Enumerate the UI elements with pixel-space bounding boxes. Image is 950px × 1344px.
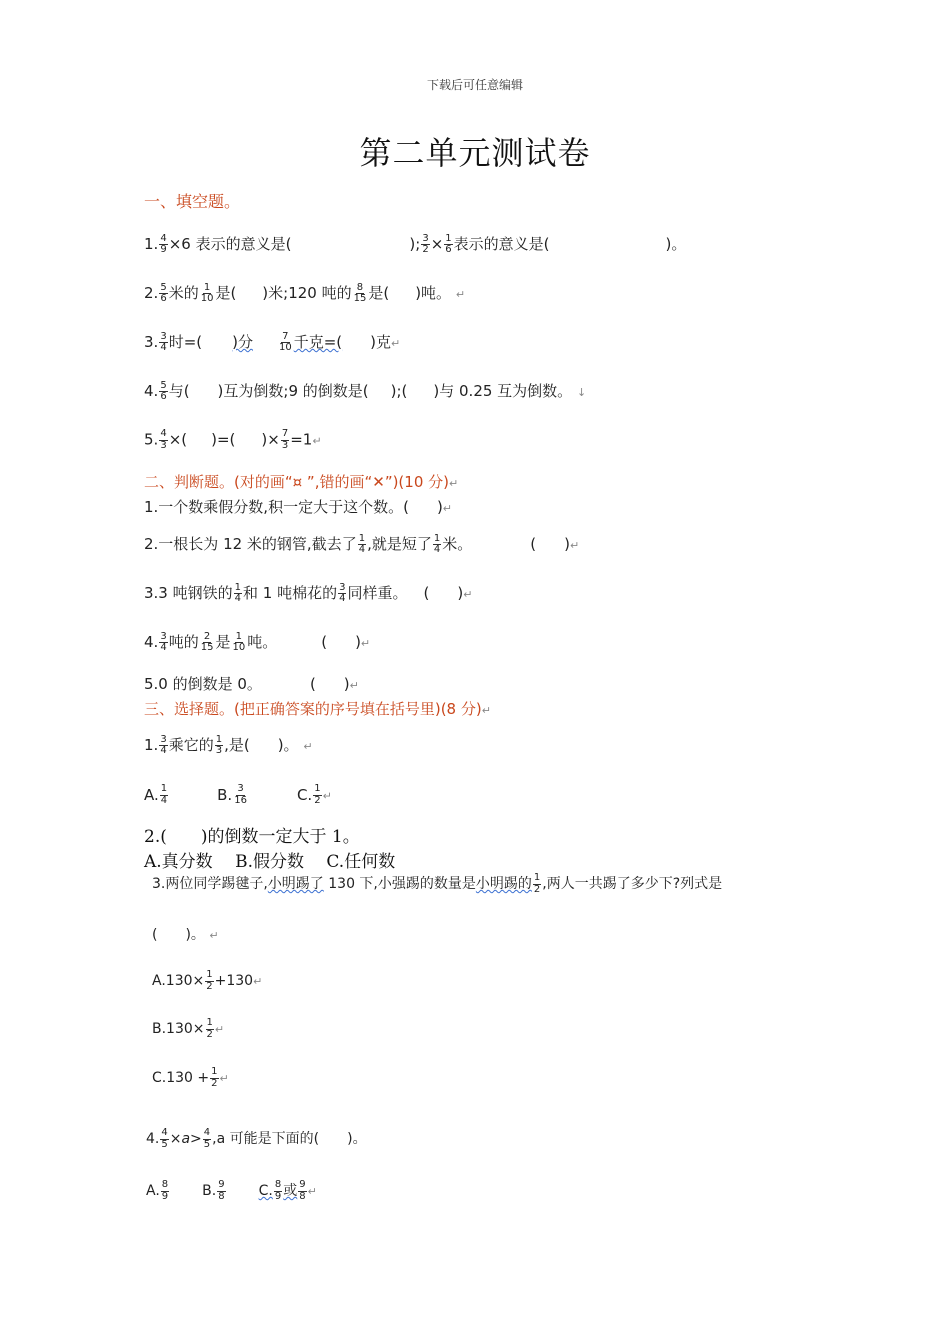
- denominator: 3: [281, 439, 289, 451]
- q-text: 小明踢的: [475, 876, 532, 892]
- numerator: 1: [433, 532, 441, 544]
- fraction: [313, 784, 321, 806]
- fraction: [433, 534, 441, 556]
- fraction: [159, 381, 167, 403]
- denominator: 4: [433, 544, 441, 555]
- fraction: [231, 632, 246, 654]
- numerator: 3: [422, 232, 429, 244]
- numerator: 5: [160, 281, 167, 293]
- numerator: 8: [274, 1179, 282, 1190]
- numerator: 1: [235, 630, 242, 642]
- denominator: 10: [232, 642, 246, 653]
- fraction: [159, 632, 167, 654]
- option-c[interactable]: [258, 1179, 308, 1202]
- fraction: [234, 583, 242, 605]
- paragraph-mark-icon: ↵: [463, 588, 473, 601]
- numerator: 1: [358, 532, 366, 544]
- fraction: [206, 1018, 214, 1040]
- denominator: 8: [299, 1190, 306, 1202]
- numerator: 8: [161, 1179, 169, 1190]
- question-3-3-option-c[interactable]: [152, 1067, 229, 1089]
- numerator: 9: [299, 1179, 306, 1190]
- option-text: C.130 +: [152, 1070, 210, 1086]
- fraction: [298, 1180, 306, 1202]
- denominator: 6: [160, 391, 167, 402]
- q-num: 1.: [144, 736, 159, 754]
- question-2-5: [144, 673, 359, 694]
- option-label: A.: [144, 785, 159, 804]
- numerator: 3: [237, 783, 244, 794]
- q-text: 3.3 吨钢铁的: [144, 584, 233, 602]
- question-2-4: [144, 631, 370, 654]
- q-text: )×: [261, 430, 280, 449]
- heading-text: 三、选择题。(把正确答案的序号填在括号里)(8 分): [144, 700, 482, 718]
- denominator: 9: [160, 244, 167, 255]
- fraction: [160, 784, 168, 806]
- fraction: [159, 429, 167, 451]
- q-text: )克: [370, 333, 391, 351]
- q-text: );: [409, 235, 421, 253]
- paragraph-mark-icon: ↵: [214, 1023, 225, 1036]
- q-text: ): [564, 535, 570, 553]
- option-a[interactable]: [144, 783, 169, 806]
- numerator: 1: [211, 1066, 218, 1077]
- option-label: C.: [296, 785, 313, 804]
- fraction: [205, 970, 213, 992]
- section-heading-multiple-choice: [144, 698, 491, 719]
- question-3-4: [146, 1128, 367, 1150]
- numerator: 1: [533, 872, 541, 883]
- fraction: [233, 784, 248, 806]
- denominator: 5: [161, 1138, 168, 1150]
- fraction: [200, 632, 215, 654]
- option-a[interactable]: [146, 1179, 170, 1202]
- denominator: 4: [160, 342, 167, 353]
- section-heading-true-false: [144, 471, 458, 492]
- q-text: (: [321, 633, 328, 651]
- denominator: 8: [218, 1190, 225, 1202]
- paragraph-mark-icon: ↵: [253, 975, 263, 988]
- numerator: 3: [160, 733, 167, 745]
- fraction: [159, 283, 167, 305]
- option-text: A.130×: [152, 973, 205, 989]
- q-text: ,就是短了: [367, 535, 432, 553]
- q-text: 小明踢了: [267, 876, 324, 892]
- fraction: [159, 234, 167, 256]
- question-3-3-option-a[interactable]: [152, 970, 262, 992]
- numerator: 9: [218, 1179, 225, 1190]
- fraction: [161, 1180, 169, 1202]
- paragraph-mark-icon: ↵: [455, 288, 466, 301]
- denominator: 15: [353, 293, 367, 304]
- fraction: [338, 583, 346, 605]
- fraction: [160, 1128, 168, 1150]
- page-title: 第二单元测试卷: [359, 134, 591, 172]
- q-text: 2.一根长为 12 米的钢管,截去了: [144, 535, 357, 553]
- q-text: )=(: [211, 430, 236, 449]
- question-3-3: [152, 873, 722, 895]
- q-text: 表示的意义是(: [453, 235, 550, 253]
- fraction: [421, 234, 429, 256]
- q-text: )分: [232, 333, 253, 351]
- denominator: 2: [533, 883, 541, 895]
- q-text: ×a>: [169, 1131, 202, 1147]
- question-1-4: [144, 380, 586, 403]
- denominator: 3: [160, 439, 167, 451]
- denominator: 6: [160, 293, 167, 304]
- q-text: 乘它的: [168, 736, 214, 754]
- numerator: 7: [282, 330, 289, 342]
- q-text: 是(: [215, 284, 237, 302]
- q-text: ): [457, 584, 464, 602]
- q-num: 4.: [144, 382, 159, 400]
- denominator: 16: [234, 794, 247, 806]
- q-text: 吨。: [247, 633, 278, 651]
- question-1-1: [144, 233, 686, 256]
- heading-text: 二、判断题。(对的画“¤ ”,错的画“✕”)(10 分): [144, 473, 449, 491]
- q-text: )米;120 吨的: [262, 284, 352, 302]
- denominator: 2: [206, 1028, 213, 1040]
- q-text: )互为倒数;9 的倒数是(: [217, 382, 369, 400]
- q-text: 3.两位同学踢毽子,: [152, 876, 268, 892]
- denominator: 4: [358, 544, 366, 555]
- numerator: 4: [160, 232, 167, 244]
- option-b[interactable]: [217, 783, 249, 806]
- option-text: +130: [214, 973, 254, 989]
- q-text: 是(: [368, 284, 390, 302]
- q-text: 是: [215, 633, 231, 651]
- fraction: [210, 1067, 218, 1089]
- q-text: )吨。: [415, 284, 452, 302]
- paragraph-mark-icon: ↵: [307, 1185, 317, 1198]
- q-num: 3.: [144, 333, 159, 351]
- denominator: 10: [200, 293, 214, 304]
- fraction: [278, 332, 293, 354]
- q-text: 时=(: [168, 333, 203, 351]
- numerator: 1: [203, 281, 211, 293]
- q-text: ): [343, 675, 350, 693]
- numerator: 7: [281, 428, 289, 439]
- option-label: B.: [217, 785, 233, 804]
- answer-blank[interactable]: ( )。: [152, 927, 205, 943]
- question-2-1: [144, 496, 452, 517]
- denominator: 3: [215, 745, 223, 756]
- denominator: 4: [160, 745, 167, 756]
- numerator: 5: [160, 379, 167, 391]
- denominator: 15: [200, 642, 214, 653]
- paragraph-mark-icon: ↵: [481, 704, 491, 717]
- paragraph-mark-icon: ↵: [219, 1072, 229, 1085]
- q-text: );(: [390, 382, 408, 400]
- fraction: [353, 283, 368, 305]
- denominator: 4: [339, 593, 346, 604]
- q-text: ,a 可能是下面的(: [212, 1131, 320, 1147]
- question-3-4-options: [146, 1180, 317, 1202]
- question-3-2-options[interactable]: A.真分数 B.假分数 C.任何数: [144, 852, 396, 872]
- q-num: 2.: [144, 284, 159, 302]
- denominator: 2: [314, 794, 321, 806]
- numerator: 1: [215, 733, 223, 745]
- q-text: 千克=(: [293, 333, 343, 351]
- question-1-2: [144, 282, 465, 305]
- paragraph-mark-icon: ↓: [576, 386, 587, 399]
- numerator: 1: [206, 1017, 213, 1028]
- numerator: 1: [445, 232, 452, 244]
- denominator: 6: [445, 244, 452, 255]
- numerator: 4: [160, 428, 167, 439]
- q-text: 米的: [168, 284, 199, 302]
- paragraph-mark-icon: ↵: [569, 539, 580, 552]
- fraction: [444, 234, 452, 256]
- numerator: 8: [356, 281, 364, 293]
- question-3-1: [144, 734, 313, 757]
- q-text: ): [355, 633, 361, 651]
- denominator: 9: [274, 1190, 282, 1202]
- denominator: 9: [161, 1190, 169, 1202]
- q-num: 4.: [146, 1131, 160, 1147]
- q-text: ): [436, 498, 443, 516]
- option-c[interactable]: [296, 783, 323, 806]
- denominator: 5: [203, 1138, 211, 1150]
- q-text: 1.一个数乘假分数,积一定大于这个数。(: [144, 498, 409, 516]
- question-3-3-option-b[interactable]: [152, 1018, 224, 1040]
- numerator: 3: [160, 630, 167, 642]
- option-text: 或: [283, 1183, 298, 1199]
- denominator: 10: [278, 342, 292, 353]
- paragraph-mark-icon: ↵: [442, 502, 453, 515]
- q-text: )。: [665, 235, 687, 253]
- denominator: 2: [211, 1077, 218, 1089]
- denominator: 2: [206, 980, 213, 992]
- option-label: A.: [146, 1183, 160, 1199]
- numerator: 1: [314, 783, 321, 794]
- q-text: ×6 表示的意义是(: [168, 235, 292, 253]
- numerator: 2: [203, 630, 211, 642]
- q-text: 5.0 的倒数是 0。: [144, 675, 262, 693]
- fraction: [533, 873, 541, 895]
- numerator: 3: [160, 330, 167, 342]
- q-text: 与(: [168, 382, 190, 400]
- fraction: [358, 534, 366, 556]
- paragraph-mark-icon: ↵: [322, 789, 332, 803]
- q-text: =1: [290, 430, 313, 449]
- paragraph-mark-icon: ↵: [360, 637, 371, 650]
- fraction: [217, 1180, 225, 1202]
- numerator: 1: [160, 783, 168, 794]
- question-3-3-line2: [152, 924, 219, 944]
- denominator: 4: [234, 593, 241, 604]
- q-num: 1.: [144, 235, 159, 253]
- q-text: )。: [347, 1131, 367, 1147]
- numerator: 1: [206, 969, 213, 980]
- q-num: 4.: [144, 633, 159, 651]
- question-1-3: [144, 331, 400, 354]
- option-label: B.: [202, 1183, 217, 1199]
- denominator: 4: [160, 642, 167, 653]
- q-text: ×(: [168, 430, 188, 449]
- q-text: )与 0.25 互为倒数。: [433, 382, 573, 400]
- numerator: 4: [203, 1127, 211, 1138]
- paragraph-mark-icon: ↵: [312, 434, 322, 448]
- q-text: )。: [277, 736, 299, 754]
- question-1-5: [144, 429, 322, 451]
- fraction: [215, 735, 223, 757]
- q-text: 米。: [442, 535, 473, 553]
- denominator: 2: [422, 244, 429, 255]
- q-text: ,两人一共踢了多少下?列式是: [542, 876, 723, 892]
- fraction: [159, 735, 167, 757]
- fraction: [203, 1128, 211, 1150]
- numerator: 3: [339, 581, 346, 593]
- q-text: (: [309, 675, 316, 693]
- q-text: (: [423, 584, 430, 602]
- fraction: [200, 283, 215, 305]
- question-3-1-options: [144, 784, 332, 806]
- q-text: 吨的: [168, 633, 199, 651]
- denominator: 4: [160, 794, 168, 806]
- q-text: 130 下,小强踢的数量是: [323, 876, 476, 892]
- option-b[interactable]: [202, 1179, 226, 1202]
- paragraph-mark-icon: ↵: [390, 337, 401, 350]
- fraction: [159, 332, 167, 354]
- q-text: ×: [430, 235, 444, 253]
- q-text: 和 1 吨棉花的: [243, 584, 338, 602]
- q-text: (: [530, 535, 537, 553]
- paragraph-mark-icon: ↵: [449, 477, 459, 490]
- paragraph-mark-icon: ↵: [303, 740, 313, 753]
- option-label: C.: [258, 1183, 273, 1199]
- question-3-2: 2.( )的倒数一定大于 1。: [144, 827, 360, 847]
- paragraph-mark-icon: ↵: [349, 679, 359, 692]
- fraction: [274, 1180, 282, 1202]
- q-text: 同样重。: [347, 584, 408, 602]
- option-text: B.130×: [152, 1021, 205, 1037]
- paragraph-mark-icon: ↵: [209, 929, 219, 942]
- numerator: 1: [234, 581, 241, 593]
- fraction: [281, 429, 289, 451]
- section-heading-fill-blank: 一、填空题。: [144, 192, 241, 211]
- question-2-3: [144, 582, 472, 605]
- q-text: ,是(: [224, 736, 250, 754]
- question-2-2: [144, 533, 579, 556]
- numerator: 4: [161, 1127, 168, 1138]
- page-header: 下载后可任意编辑: [426, 78, 523, 92]
- q-num: 5.: [144, 430, 159, 449]
